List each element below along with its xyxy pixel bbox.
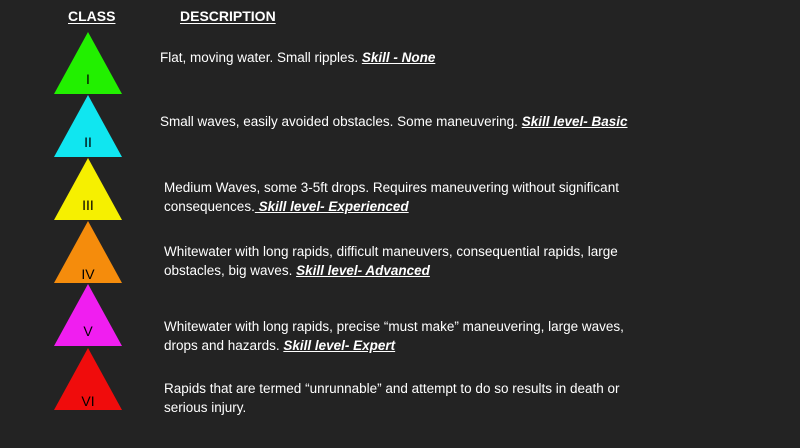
description-line [160, 112, 628, 131]
class-vi-description [164, 379, 620, 417]
class-iii-description [164, 178, 619, 216]
class-i-triangle [54, 32, 122, 94]
description-text: obstacles, big waves. [164, 263, 297, 278]
class-iv-label: IV [81, 266, 95, 282]
skill-level-text: Skill level- Experienced [254, 199, 409, 214]
description-text: Flat, moving water. Small ripples. [160, 50, 362, 65]
class-vi-triangle [54, 348, 122, 410]
class-iii-triangle [54, 158, 122, 220]
class-iv-description [164, 242, 618, 280]
class-v-label: V [83, 323, 93, 339]
class-ii-description [160, 112, 628, 131]
description-text: drops and hazards. [164, 338, 284, 353]
skill-level-text: Skill level- Advanced [296, 263, 430, 278]
description-line: Whitewater with long rapids, difficult maneuvers, consequential rapids, large [164, 244, 618, 259]
description-column-header: DESCRIPTION [180, 8, 276, 24]
description-line: serious injury. [164, 400, 247, 415]
class-i-label: I [86, 71, 90, 87]
description-line [164, 197, 619, 216]
class-iv-triangle [54, 221, 122, 283]
description-line [164, 336, 624, 355]
description-line [164, 261, 618, 280]
skill-level-text: Skill - None [361, 50, 436, 65]
description-text: Small waves, easily avoided obstacles. Some maneuvering. [160, 114, 522, 129]
description-line: Rapids that are termed “unrunnable” and attempt to do so results in death or [164, 381, 620, 396]
class-v-triangle [54, 284, 122, 346]
class-vi-label: VI [81, 393, 95, 409]
class-column-header: CLASS [68, 8, 116, 24]
class-v-description [164, 317, 624, 355]
description-line: Medium Waves, some 3-5ft drops. Requires maneuvering without significant [164, 180, 619, 195]
skill-level-text: Skill level- Expert [283, 338, 396, 353]
description-text: consequences. [164, 199, 255, 214]
description-line [160, 48, 435, 67]
skill-level-text: Skill level- Basic [521, 114, 628, 129]
class-i-description [160, 48, 435, 67]
class-ii-label: II [84, 134, 92, 150]
class-iii-label: III [82, 197, 94, 213]
class-ii-triangle [54, 95, 122, 157]
description-line: Whitewater with long rapids, precise “must make” maneuvering, large waves, [164, 319, 624, 334]
